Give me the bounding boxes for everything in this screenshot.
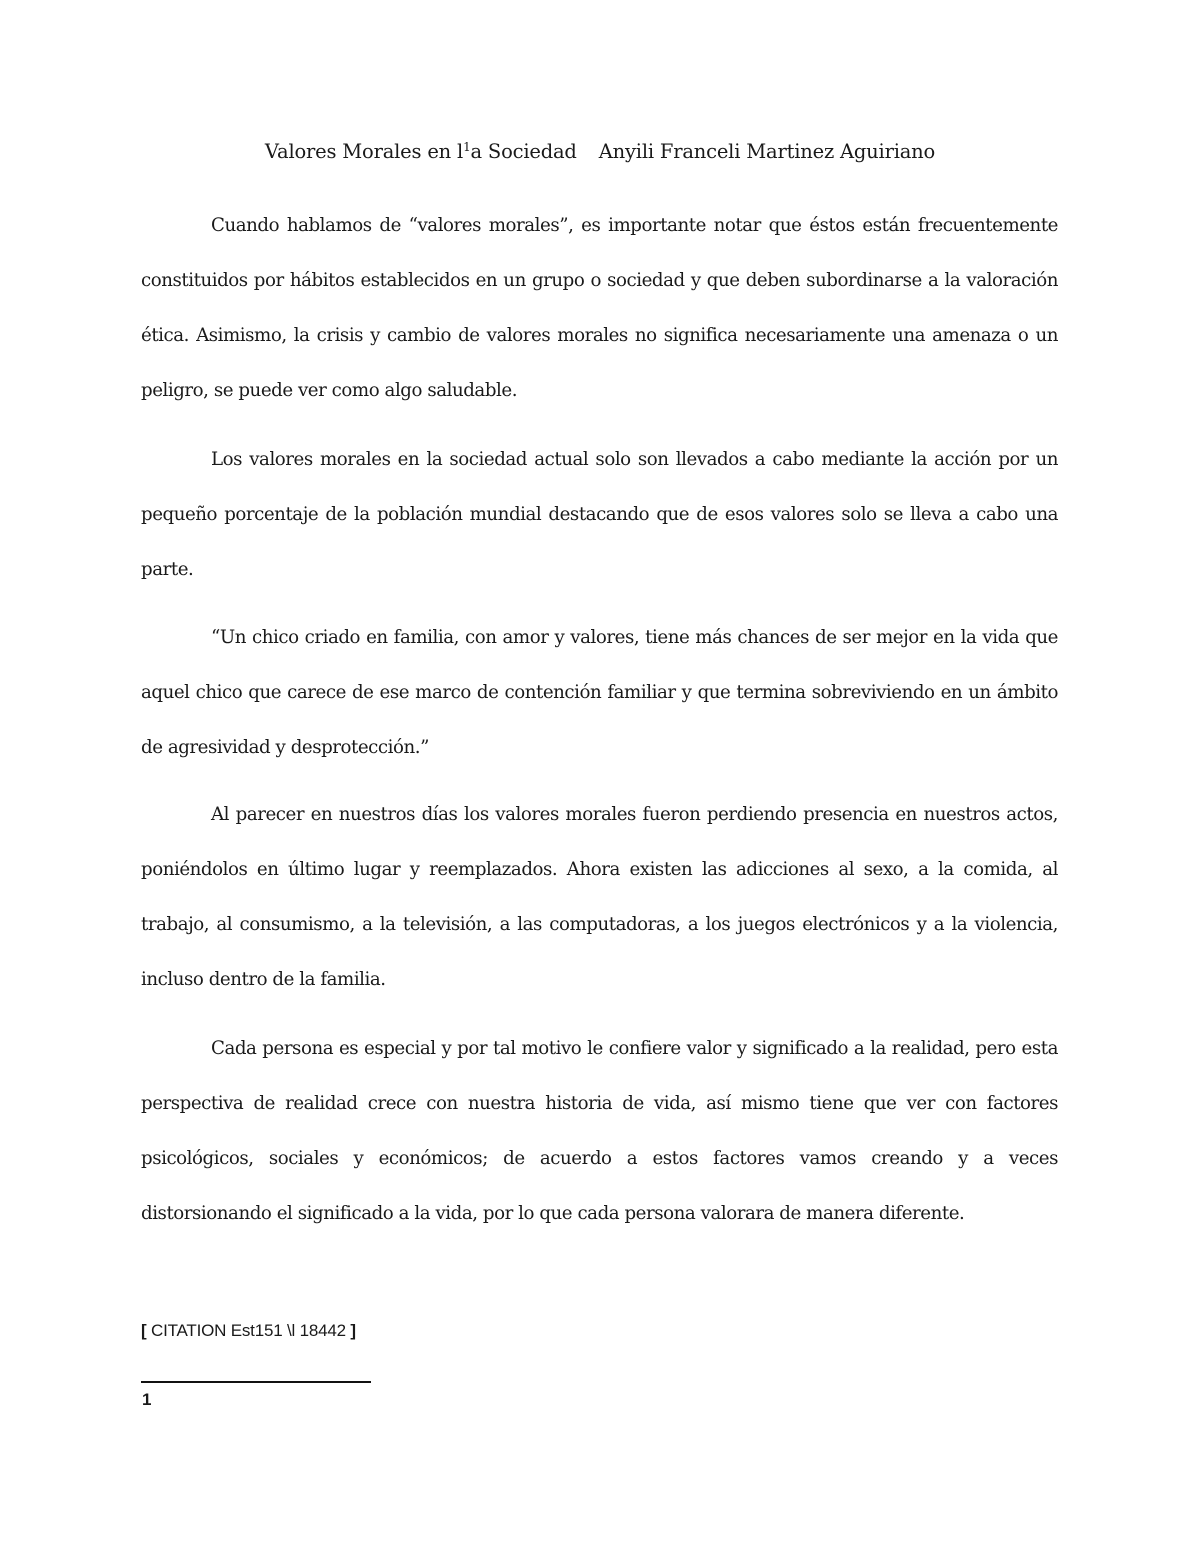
author-name: Anyili Franceli Martinez Aguiriano — [598, 140, 936, 163]
document-title — [0, 140, 1200, 163]
body-paragraph: “Un chico criado en familia, con amor y valores, tiene más chances de ser mejor en la vida que aquel chico que carece de ese marco de contención familiar y que termina sobreviviendo en un ámbito de agresividad y desprotección.” — [141, 627, 1058, 758]
citation-open-bracket: [ — [141, 1321, 147, 1340]
body-paragraph: Cada persona es especial y por tal motivo le confiere valor y significado a la realidad, pero esta perspectiva de realidad crece con nuestra historia de vida, así mismo tiene que ver con factores psicológicos, sociales y económicos; de acuerdo a estos factores vamos creando y a veces distorsionando el significado a la vida, por lo que cada persona valorara de manera diferente. — [141, 1038, 1058, 1224]
body-paragraph: Cuando hablamos de “valores morales”, es importante notar que éstos están frecuentemente constituidos por hábitos establecidos en un grupo o sociedad y que deben subordinarse a la valoración ética. Asimismo, la crisis y cambio de valores morales no significa necesariamente una amenaza o un peligro, se puede ver como algo saludable. — [141, 215, 1058, 401]
citation-code: CITATION Est151 \l 18442 — [151, 1321, 346, 1340]
citation-field[interactable] — [141, 1321, 356, 1341]
body-paragraph: Los valores morales en la sociedad actual solo son llevados a cabo mediante la acción por un pequeño porcentaje de la población mundial destacando que de esos valores solo se lleva a cabo una parte. — [141, 449, 1058, 580]
title-text-end: a Sociedad — [470, 140, 577, 163]
footnote-reference[interactable]: 1 — [463, 140, 471, 154]
body-paragraph: Al parecer en nuestros días los valores morales fueron perdiendo presencia en nuestros actos, poniéndolos en último lugar y reemplazados. Ahora existen las adicciones al sexo, a la comida, al trabajo, al consumismo, a la televisión, a las computadoras, a los juegos electrónicos y a la violencia, incluso dentro de la familia. — [141, 804, 1058, 990]
title-text: Valores Morales en l — [264, 140, 464, 163]
footnote-number: 1 — [142, 1390, 152, 1409]
footnote-separator — [141, 1381, 371, 1383]
citation-close-bracket: ] — [350, 1321, 356, 1340]
